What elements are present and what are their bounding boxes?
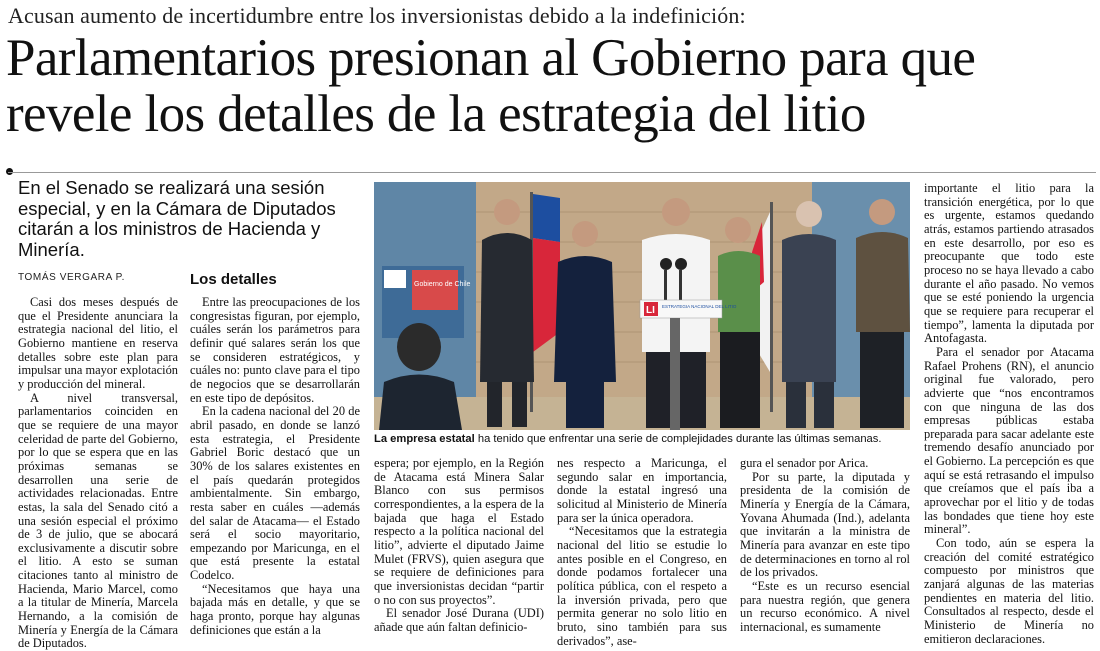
subhead: Los detalles bbox=[190, 271, 277, 288]
article-column-3 bbox=[374, 457, 544, 635]
paragraph: Casi dos meses después de que el Presidente anunciara la estrategia nacional del litio, el Gobierno mantiene en reserva detalles sobre este plan para impulsar una mayor explotación y producción del mineral. bbox=[18, 295, 179, 391]
article-column-4 bbox=[557, 457, 727, 648]
headline: Parlamentarios presionan al Gobierno para que revele los detalles de la estrategia del litio bbox=[6, 29, 976, 143]
kicker: Acusan aumento de incertidumbre entre los inversionistas debido a la indefinición: bbox=[8, 3, 746, 28]
paragraph: Con todo, aún se espera la creación del comité estratégico compuesto por ministros que zanjará algunas de las materias pendientes en materia del litio. Consultados al respecto, desde el Ministerio de Minería no emitieron declaraciones. bbox=[924, 536, 1094, 646]
article-column-6 bbox=[924, 182, 1094, 646]
paragraph: En la cadena nacional del 20 de abril pasado, en donde se lanzó esta estrategia, el Presidente Gabriel Boric destacó que un 30% de los salares existentes en el país quedarán protegidos ambientalmente. Sin embargo, resta saber en cuáles —además del salar de Atacama— el Estado será el socio mayoritario, empezando por Maricunga, en el que está presente la estatal Codelco. bbox=[190, 404, 360, 583]
divider bbox=[8, 172, 1096, 173]
article-column-5 bbox=[740, 457, 910, 635]
caption-bold: La empresa estatal bbox=[374, 433, 475, 445]
sign-text: Gobierno de Chile bbox=[414, 281, 471, 288]
photo-caption bbox=[374, 433, 914, 445]
paragraph: Para el senador por Atacama Rafael Prohens (RN), el anuncio original fue valorado, pero advierte que “nos encontramos con que ninguna de las dos empresas públicas estaba preparada para sacar adelante este tremendo desafío anunciado por el Gobierno. La percepción es que aquí se está retrasando el impulso que creíamos que el país iba a aprovechar por el litio y de todas las bondades que tiene hoy este mineral”. bbox=[924, 344, 1094, 537]
paragraph: “Necesitamos que la estrategia nacional del litio se estudie lo antes posible en el Congreso, en donde podamos fortalecer una política pública, con el respeto a la inversión privada, pero que permita generar no solo litio en bruto, sino también para sus derivados”, ase- bbox=[557, 524, 727, 648]
article-column-1 bbox=[18, 296, 178, 651]
deck: En el Senado se realizará una sesión especial, y en la Cámara de Diputados citarán a los ministros de Hacienda y Minería. bbox=[18, 177, 336, 260]
podium-text: ESTRATEGIA NACIONAL DEL LITIO bbox=[662, 304, 737, 309]
news-photo bbox=[374, 182, 910, 430]
caption-text: ha tenido que enfrentar una serie de complejidades durante las últimas semanas. bbox=[474, 433, 882, 445]
paragraph: Entre las preocupaciones de los congresistas figuran, por ejemplo, cuáles serán los parámetros para definir qué salares serán los que se consideren estratégicos, y cuáles no: punto clave para el tipo de negocios que se desarrollarán en este tipo de depósitos. bbox=[190, 295, 360, 405]
paragraph: “Este es un recurso esencial para nuestra región, que genera un recurso económico. A nivel internacional, es sumamente bbox=[740, 578, 910, 634]
paragraph: Por su parte, la diputada y presidenta de la comisión de Minería y Energía de la Cámara, Yovana Ahumada (Ind.), adelanta que invitarán a la ministra de Minería para avanzar en este tipo de determinaciones en torno al rol de los privados. bbox=[740, 469, 910, 580]
paragraph: gura el senador por Arica. bbox=[740, 456, 869, 470]
paragraph: espera; por ejemplo, en la Región de Atacama está Minera Salar Blanco con sus permisos correspondientes, a la espera de la bajada que haga el Estado respecto a la política nacional del litio”, advierte el diputado Jaime Mulet (FRVS), quien asegura que se requiere de definiciones para que inversionistas decidan “partir o no con sus proyectos”. bbox=[374, 456, 544, 607]
paragraph: A nivel transversal, parlamentarios coinciden en que se requiere de una mayor celeridad de parte del Gobierno, por lo que se espera que en las próximas semanas se desarrollen una serie de actividades relacionadas. Entre estas, la sala del Senado citó a una sesión especial el próximo de 3 de julio, que se abocará exclusivamente a discutir sobre el litio. A esto se suman citaciones tanto al ministro de Hacienda, Mario Marcel, como a la titular de Minería, Marcela Hernando, a la comisión de Minería y Energía de la Cámara de Diputados. bbox=[18, 390, 178, 651]
article-column-2 bbox=[190, 296, 360, 637]
paragraph: “Necesitamos que haya una bajada más en detalle, y que se haga pronto, porque hay algunas definiciones que están a la bbox=[190, 581, 360, 637]
byline: TOMÁS VERGARA P. bbox=[18, 272, 126, 283]
photo-illustration bbox=[374, 182, 910, 430]
paragraph: nes respecto a Maricunga, el segundo salar en importancia, donde la estatal ingresó una solicitud al Ministerio de Minería para ser la única operadora. bbox=[557, 456, 727, 525]
podium-logo: LI bbox=[646, 305, 655, 316]
paragraph: El senador José Durana (UDI) añade que aún faltan definicio- bbox=[374, 606, 544, 634]
paragraph: importante el litio para la transición energética, por lo que es urgente, estamos quedando atrás, estamos partiendo atrasados en este desarrollo, por eso es preocupante que todo este proceso no se haya llevado a cabo durante el año pasado. No vemos que se esté poniendo la urgencia que se requiere para recuperar el tiempo”, lamenta la diputada por Antofagasta. bbox=[924, 181, 1094, 346]
